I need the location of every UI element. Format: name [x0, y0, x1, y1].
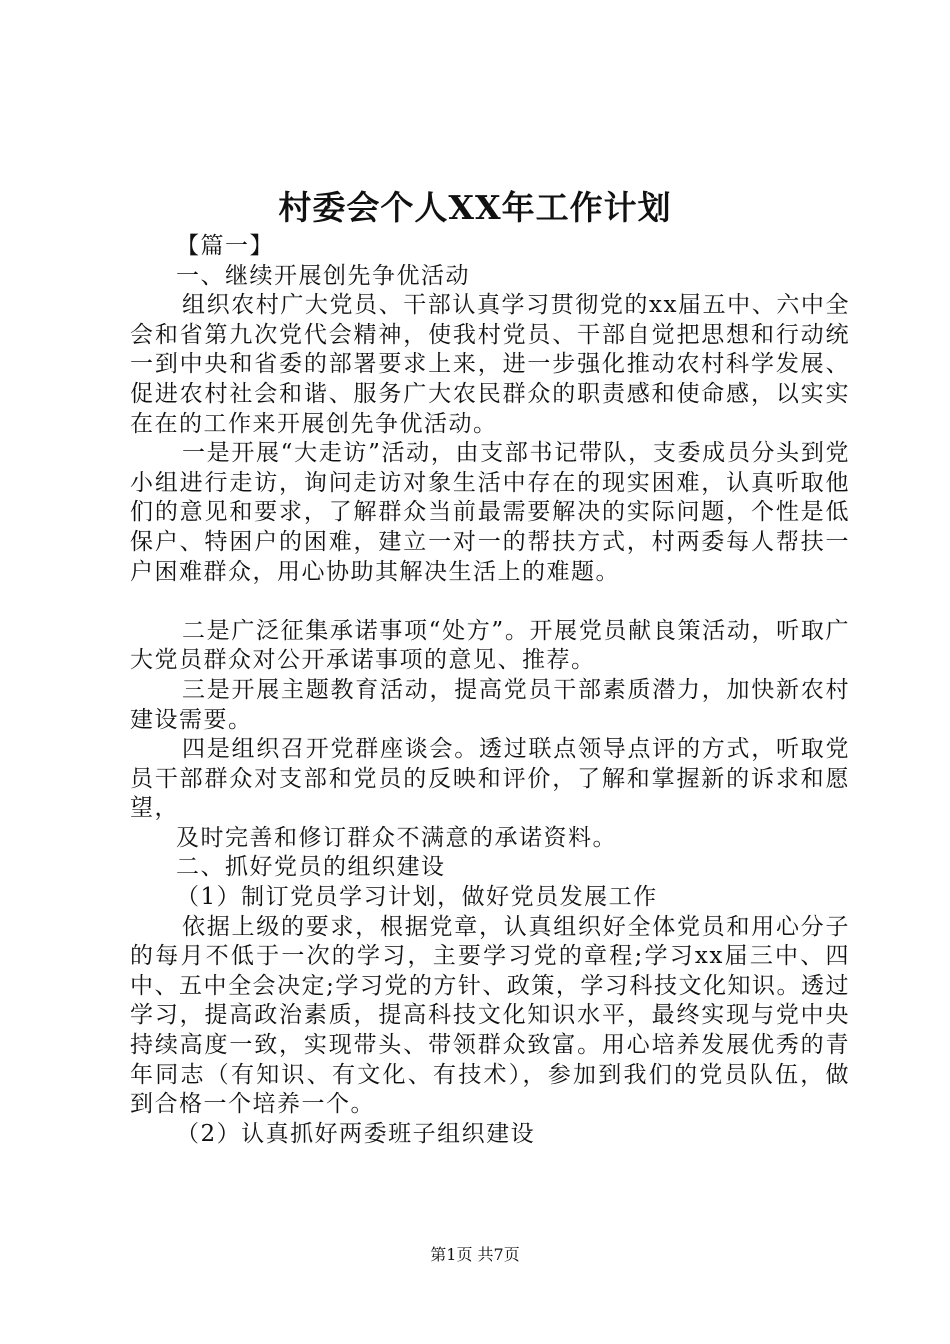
blank-line [130, 587, 850, 617]
paragraph: 二是广泛征集承诺事项“处方”。开展党员献良策活动，听取广大党员群众对公开承诺事项的意见、推荐。 [130, 617, 850, 674]
paragraph: 组织农村广大党员、干部认真学习贯彻党的xx届五中、六中全会和省第九次党代会精神，使我村党员、干部自觉把思想和行动统一到中央和省委的部署要求上来，进一步强化推动农村科学发展、促进农村社会和谐、服务广大农民群众的职责感和使命感，以实实在在的工作来开展创先争优活动。 [130, 292, 850, 437]
paragraph: 三是开展主题教育活动，提高党员干部素质潜力，加快新农村建设需要。 [130, 676, 850, 733]
paragraph: 一是开展“大走访”活动，由支部书记带队，支委成员分头到党小组进行走访，询问走访对象生活中存在的现实困难，认真听取他们的意见和要求，了解群众当前最需要解决的实际问题，个性是低保户、特困户的困难，建立一对一的帮扶方式，村两委每人帮扶一户困难群众，用心协助其解决生活上的难题。 [130, 440, 850, 585]
document-title: 村委会个人XX年工作计划 [278, 188, 672, 227]
paragraph: 四是组织召开党群座谈会。透过联点领导点评的方式，听取党员干部群众对支部和党员的反映和评价，了解和掌握新的诉求和愿望， [130, 736, 850, 822]
page-number: 第1页 共7页 [430, 1245, 520, 1264]
subheading-1: （1）制订党员学习计划，做好党员发展工作 [176, 884, 658, 911]
heading-1: 一、继续开展创先争优活动 [176, 262, 470, 289]
subheading-2: （2）认真抓好两委班子组织建设 [176, 1120, 536, 1147]
heading-2: 二、抓好党员的组织建设 [176, 854, 446, 881]
paragraph: 依据上级的要求，根据党章，认真组织好全体党员和用心分子的每月不低于一次的学习，主要学习党的章程;学习xx届三中、四中、五中全会决定;学习党的方针、政策，学习科技文化知识。透过学习，提高政治素质，提高科技文化知识水平，最终实现与党中央持续高度一致，实现带头、带领群众致富。用心培养发展优秀的青年同志（有知识、有文化、有技术），参加到我们的党员队伍，做到合格一个培养一个。 [130, 913, 850, 1118]
paragraph: 及时完善和修订群众不满意的承诺资料。 [176, 824, 617, 851]
section-label: 【篇一】 [176, 233, 274, 259]
document-body [130, 232, 850, 1149]
